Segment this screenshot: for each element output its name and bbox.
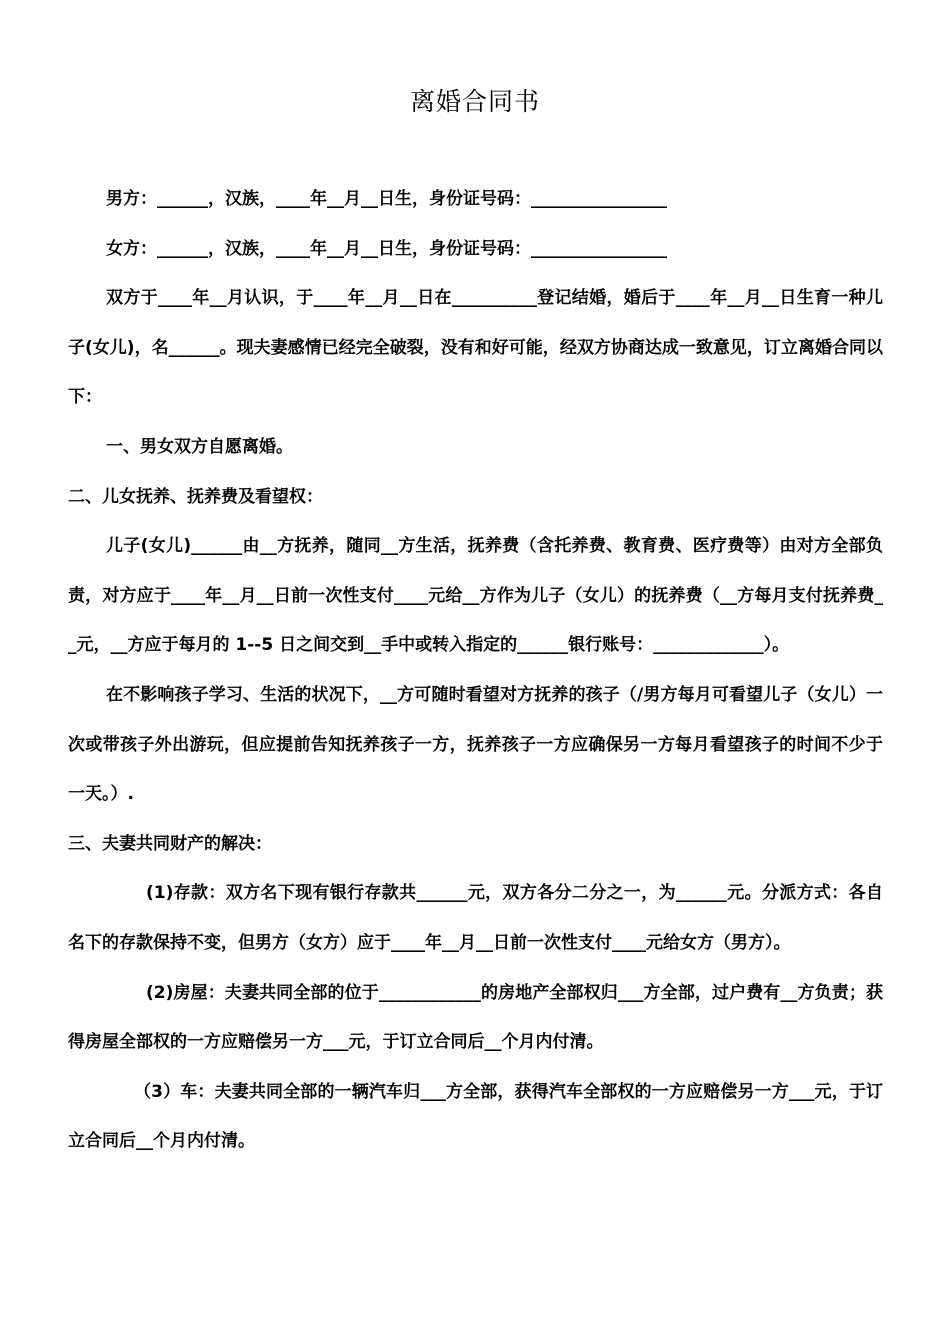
paragraph-visitation-rights: 在不影响孩子学习、生活的状况下，__方可随时看望对方抚养的孩子（/男方每月可看望儿子（女儿）一次或带孩子外出游玩，但应提前告知抚养孩子一方，抚养孩子一方应确保另一方每月看望孩子的时间不少于一天。）. bbox=[68, 684, 883, 805]
document-title: 离婚合同书 bbox=[409, 87, 540, 116]
paragraph-child-support: 儿子(女儿)______由__方抚养，随同__方生活，抚养费（含托养费、教育费、医疗费等）由对方全部负责，对方应于____年__月__日前一次性支付____元给__方作为儿子（女儿）的抚养费（__方每月支付抚养费__元，__方应于每月的 1--5 日之间交到__手中或转入指定的______银行账号：_____________）。 bbox=[68, 536, 883, 656]
paragraph-male-party: 男方：______，汉族，____年__月__日生，身份证号码：________________ bbox=[106, 189, 667, 209]
paragraph-female-party: 女方：______，汉族，____年__月__日生，身份证号码：________________ bbox=[106, 238, 667, 259]
paragraph-property-deposits: (1)存款：双方名下现有银行存款共______元，双方各分二分之一，为______元。分派方式：各自名下的存款保持不变，但男方（女方）应于____年__月__日前一次性支付____元给女方（男方）。 bbox=[68, 883, 883, 953]
clause-2-heading-child-custody: 二、儿女抚养、抚养费及看望权： bbox=[68, 486, 323, 507]
clause-1-voluntary-divorce: 一、男女双方自愿离婚。 bbox=[106, 436, 293, 457]
paragraph-property-car: （3）车：夫妻共同全部的一辆汽车归___方全部，获得汽车全部权的一方应赔偿另一方___元，于订立合同后__个月内付清。 bbox=[68, 1081, 883, 1152]
paragraph-marriage-background: 双方于____年__月认识，于____年__月__日在__________登记结婚，婚后于____年__月__日生育一种儿子(女儿)，名______。现夫妻感情已经完全破裂，没有和好可能，经双方协商达成一致意见，订立离婚合同以下： bbox=[68, 288, 883, 408]
clause-3-heading-property: 三、夫妻共同财产的解决： bbox=[68, 833, 272, 854]
document-body bbox=[68, 175, 883, 1167]
paragraph-property-house: (2)房屋：夫妻共同全部的位于____________的房地产全部权归___方全部，过户费有__方负责；获得房屋全部权的一方应赔偿另一方___元，于订立合同后__个月内付清。 bbox=[68, 982, 883, 1053]
